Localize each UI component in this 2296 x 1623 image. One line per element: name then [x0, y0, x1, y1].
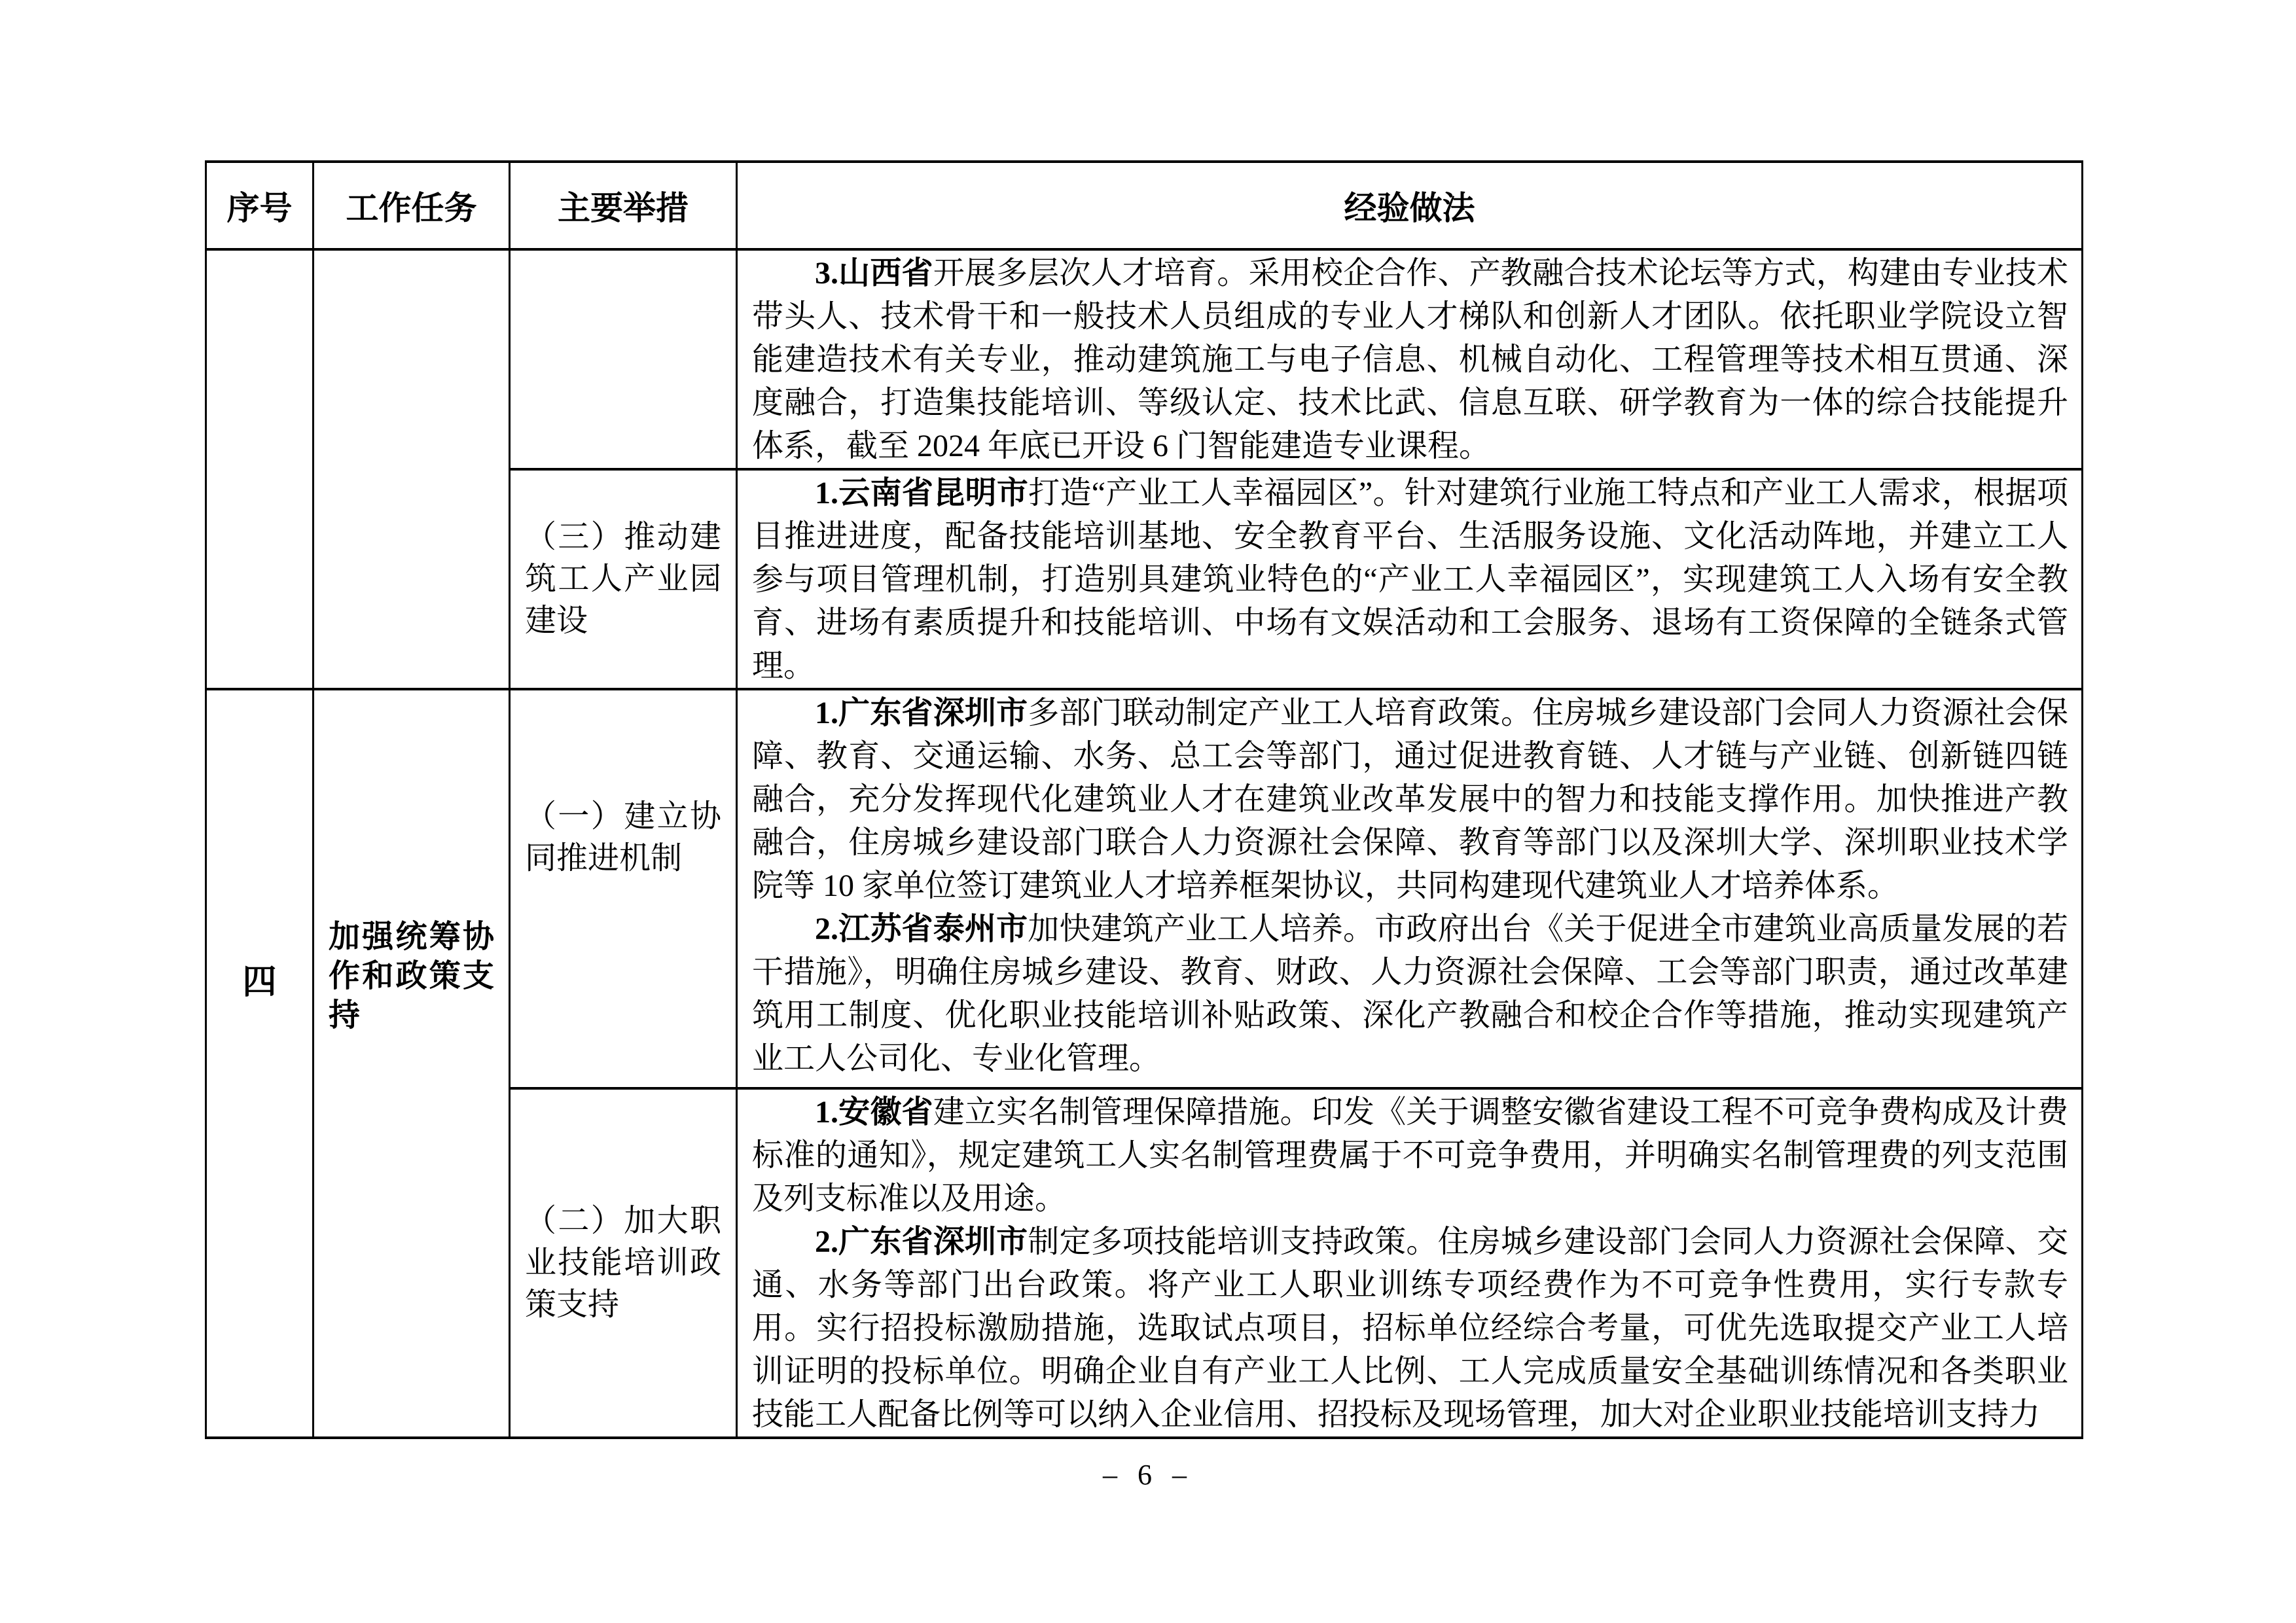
- paragraph-text: 建立实名制管理保障措施。印发《关于调整安徽省建设工程不可竞争费构成及计费标准的通知》，规定建筑工人实名制管理费属于不可竞争费用，并明确实名制管理费的列支范围及列支标准以及用途。: [752, 1095, 2068, 1216]
- paragraph-text: 多部门联动制定产业工人培育政策。住房城乡建设部门会同人力资源社会保障、教育、交通运输、水务、总工会等部门，通过促进教育链、人才链与产业链、创新链四链融合，充分发挥现代化建筑业人才在建筑业改革发展中的智力和技能支撑作用。加快推进产教融合，住房城乡建设部门联合人力资源社会保障、教育等部门以及深圳大学、深圳职业技术学院等 10 家单位签订建筑业人才培养框架协议，共同构建现代建筑业人才培养体系。: [752, 696, 2068, 903]
- cell-experience-kunming: [737, 469, 2083, 689]
- table-row-continuation: [206, 249, 2083, 469]
- paragraph-lead: 3.山西省: [815, 256, 933, 291]
- header-main-measures: 主要举措: [510, 162, 737, 249]
- paragraph-text: 打造“产业工人幸福园区”。针对建筑行业施工特点和产业工人需求，根据项目推进进度，配备技能培训基地、安全教育平台、生活服务设施、文化活动阵地，并建立工人参与项目管理机制，打造别具建筑业特色的“产业工人幸福园区”，实现建筑工人入场有安全教育、进场有素质提升和技能培训、中场有文娱活动和工会服务、退场有工资保障的全链条式管理。: [752, 476, 2068, 683]
- table-row-section4-sub1: [206, 689, 2083, 1088]
- cell-measure-empty: [510, 249, 737, 469]
- experience-paragraph: [752, 252, 2068, 468]
- cell-task-empty: [314, 249, 510, 689]
- cell-serial-four: 四: [206, 689, 314, 1438]
- experience-table: [205, 160, 2083, 1439]
- cell-experience-shanxi: [737, 249, 2083, 469]
- paragraph-text: 加快建筑产业工人培养。市政府出台《关于促进全市建筑业高质量发展的若干措施》，明确住房城乡建设、教育、财政、人力资源社会保障、工会等部门职责，通过改革建筑用工制度、优化职业技能培训补贴政策、深化产教融合和校企合作等措施，推动实现建筑产业工人公司化、专业化管理。: [752, 912, 2068, 1076]
- experience-paragraph: [752, 472, 2068, 688]
- paragraph-lead: 1.广东省深圳市: [815, 696, 1028, 730]
- cell-measure-2: （二）加大职业技能培训政策支持: [510, 1088, 737, 1438]
- page-number: – 6 –: [1103, 1459, 1193, 1491]
- table-header-row: [206, 162, 2083, 249]
- cell-task-coordination: 加强统筹协作和政策支持: [314, 689, 510, 1438]
- cell-experience-anhui-shenzhen: [737, 1088, 2083, 1438]
- paragraph-text: 开展多层次人才培育。采用校企合作、产教融合技术论坛等方式，构建由专业技术带头人、技术骨干和一般技术人员组成的专业人才梯队和创新人才团队。依托职业学院设立智能建造技术有关专业，推动建筑施工与电子信息、机械自动化、工程管理等技术相互贯通、深度融合，打造集技能培训、等级认定、技术比武、信息互联、研学教育为一体的综合技能提升体系，截至 2024 年底已开设 6 门智能建造专业课程。: [752, 256, 2068, 463]
- paragraph-lead: 2.广东省深圳市: [815, 1224, 1028, 1259]
- experience-paragraph: [752, 692, 2068, 908]
- header-serial-number: 序号: [206, 162, 314, 249]
- cell-serial-empty: [206, 249, 314, 689]
- paragraph-lead: 1.云南省昆明市: [815, 476, 1029, 510]
- experience-paragraph: [752, 908, 2068, 1080]
- experience-paragraph: [752, 1091, 2068, 1221]
- cell-measure-3: （三）推动建筑工人产业园建设: [510, 469, 737, 689]
- header-work-task: 工作任务: [314, 162, 510, 249]
- cell-experience-shenzhen-taizhou: [737, 689, 2083, 1088]
- paragraph-lead: 2.江苏省泰州市: [815, 912, 1028, 946]
- experience-paragraph: [752, 1221, 2068, 1436]
- paragraph-text: 制定多项技能培训支持政策。住房城乡建设部门会同人力资源社会保障、交通、水务等部门出台政策。将产业工人职业训练专项经费作为不可竞争性费用，实行专款专用。实行招投标激励措施，选取试点项目，招标单位经综合考量，可优先选取提交产业工人培训证明的投标单位。明确企业自有产业工人比例、工人完成质量安全基础训练情况和各类职业技能工人配备比例等可以纳入企业信用、招投标及现场管理，加大对企业职业技能培训支持力: [752, 1224, 2068, 1432]
- paragraph-lead: 1.安徽省: [815, 1095, 933, 1130]
- header-experience: 经验做法: [737, 162, 2083, 249]
- cell-measure-1: （一）建立协同推进机制: [510, 689, 737, 1088]
